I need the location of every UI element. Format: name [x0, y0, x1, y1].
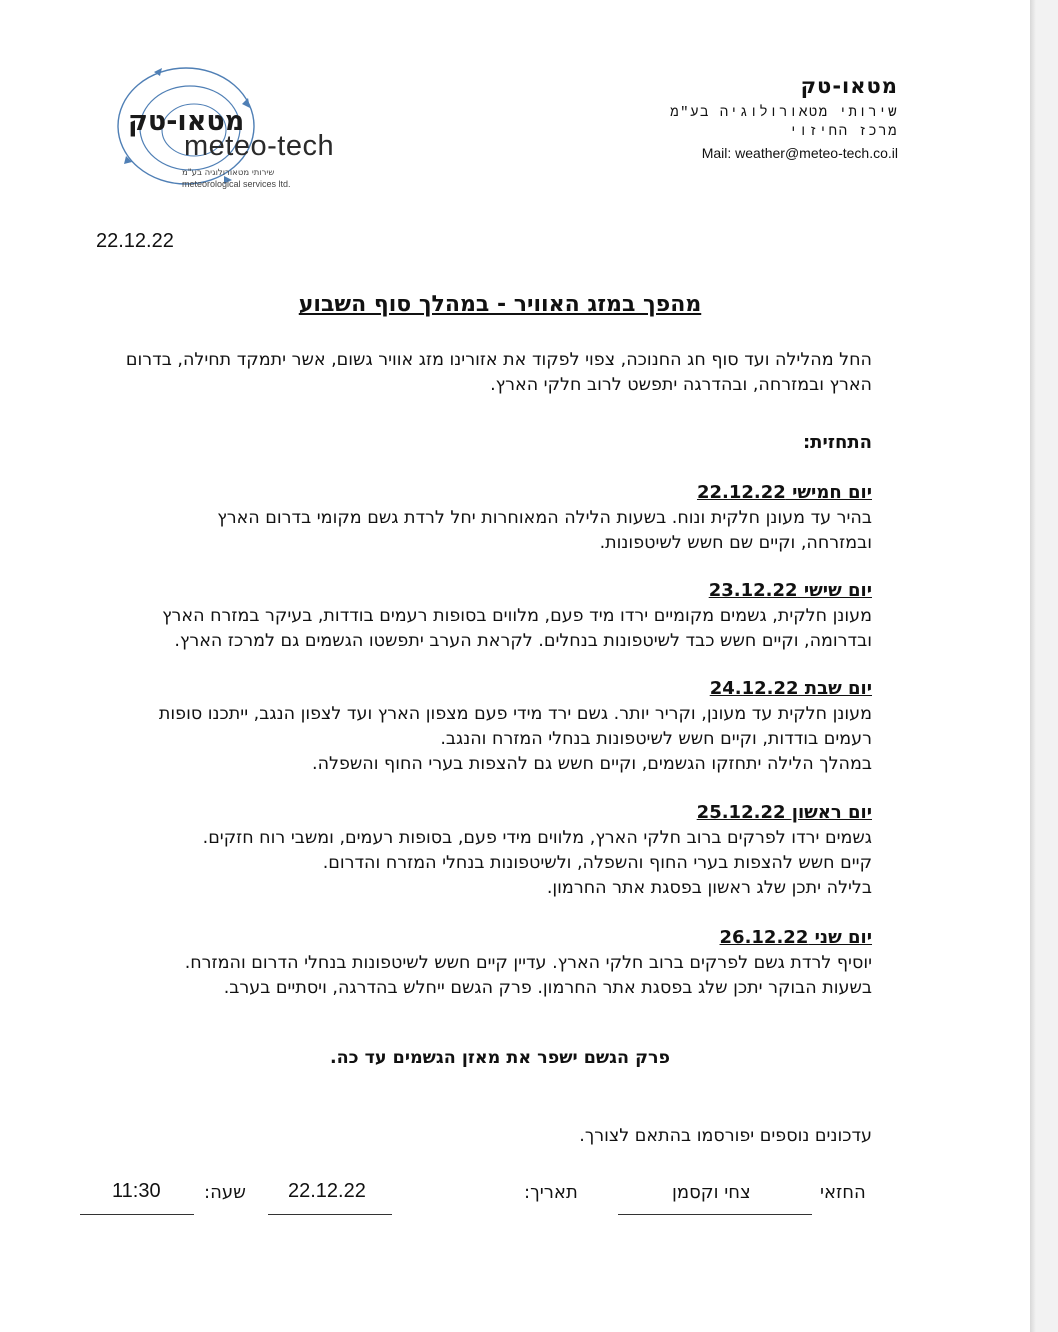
summary-text: פרק הגשם ישפר את מאזן הגשמים עד כה. [329, 1048, 671, 1068]
forecast-day-line: בשעות הבוקר יתכן שלג בפסגת אתר החרמון. פרק הגשם ייחלש בהדרגה, ויסתיים בערב. [223, 978, 872, 998]
date-signature-line [268, 1214, 392, 1215]
forecast-day-line: ובמזרחה, וקיים שם חשש לשיטפונות. [599, 533, 872, 553]
page-edge-shadow [1030, 0, 1058, 1332]
logo-subtitle-english: meteorological services ltd. [182, 179, 291, 189]
forecast-day-line: ובדרומה, וקיים חשש כבד לשיטפונות בנחלים. לקראת הערב יתפשטו הגשמים גם למרכז הארץ. [174, 631, 872, 651]
forecast-day [82, 480, 872, 556]
logo-english-text: meteo-tech [184, 130, 335, 162]
forecast-day-heading: יום ראשון 25.12.22 [696, 802, 872, 823]
forecast-day-heading: יום שישי 23.12.22 [708, 580, 872, 601]
forecast-day [82, 676, 872, 777]
forecast-day-line: מעונן חלקית עד מעונן, וקריר יותר. גשם ירד מידי פעם מצפון הארץ ועד לצפון הנגב, ייתכנו סופות [158, 704, 872, 724]
forecaster-signature-line [618, 1214, 812, 1215]
company-department: מרכז החיזוי [789, 124, 898, 140]
company-description: שירותי מטאורולוגיה בע"מ [670, 105, 898, 121]
forecaster-name: צחי וקסמן [672, 1182, 751, 1203]
forecast-day [82, 800, 872, 901]
forecast-day-line: מעונן חלקית, גשמים מקומיים ירדו מיד פעם, מלווים בסופות רעמים בודדות, בעיקר במזרח הארץ [162, 606, 872, 626]
date-value: 22.12.22 [288, 1180, 366, 1202]
forecast-day-line: גשמים ירדו לפרקים ברוב חלקי הארץ, מלווים מידי פעם, בסופות רעמים, ומשבי רוח חזקים. [202, 828, 872, 848]
intro-paragraph: החל מהלילה ועד סוף חג החנוכה, צפוי לפקוד את אזורינו מזג אוויר גשום, אשר יתמקד תחילה, בדרום הארץ ובמזרחה, ובהדרגה יתפשט לרוב חלקי הארץ. [125, 350, 872, 395]
time-label: שעה: [204, 1182, 246, 1203]
forecaster-label: החזאי [820, 1182, 866, 1203]
forecast-day [82, 925, 872, 1001]
logo-hebrew-text: מטאו-טק [128, 106, 245, 137]
company-logo [114, 64, 374, 194]
forecast-day-line: בהיר עד מעונן חלקית ונוח. בשעות הלילה המאוחרות יחל לרדת גשם מקומי בדרום הארץ [217, 508, 872, 528]
time-signature-line [80, 1214, 194, 1215]
forecast-day-heading: יום חמישי 22.12.22 [696, 482, 872, 503]
forecast-day-line: רעמים בודדות, וקיים חשש לשיטפונות בנחלי המזרח והנגב. [440, 729, 872, 749]
forecast-day [82, 578, 872, 654]
page-title: מהפך במזג האוויר - במהלך סוף השבוע [298, 292, 702, 317]
logo-subtitle-hebrew: שירותי מטאורולוגיה בע"מ [182, 168, 275, 178]
company-name: מטאו-טק [800, 74, 898, 98]
company-email: Mail: weather@meteo-tech.co.il [701, 145, 898, 161]
updates-note: עדכונים נוספים יפורסמו בהתאם לצורך. [579, 1126, 872, 1146]
forecast-day-heading: יום שבת 24.12.22 [709, 678, 872, 699]
forecast-day-line: בלילה יתכן שלג ראשון בפסגת אתר החרמון. [546, 878, 872, 898]
forecast-day-line: יוסיף לרדת גשם לפרקים ברוב חלקי הארץ. עדיין קיים חשש לשיטפונות בנחלי הדרום והמזרח. [184, 953, 872, 973]
document-date: 22.12.22 [96, 230, 174, 252]
forecast-day-line: במהלך הלילה יתחזקו הגשמים, וקיים חשש גם להצפות בערי החוף והשפלה. [312, 754, 872, 774]
company-header [670, 74, 898, 164]
date-label: תאריך: [524, 1182, 578, 1203]
forecast-label: התחזית: [802, 432, 872, 453]
time-value: 11:30 [112, 1180, 161, 1202]
forecast-day-line: קיים חשש להצפות בערי החוף והשפלה, ולשיטפונות בנחלי המזרח והדרום. [322, 853, 872, 873]
forecast-day-heading: יום שני 26.12.22 [719, 927, 872, 948]
